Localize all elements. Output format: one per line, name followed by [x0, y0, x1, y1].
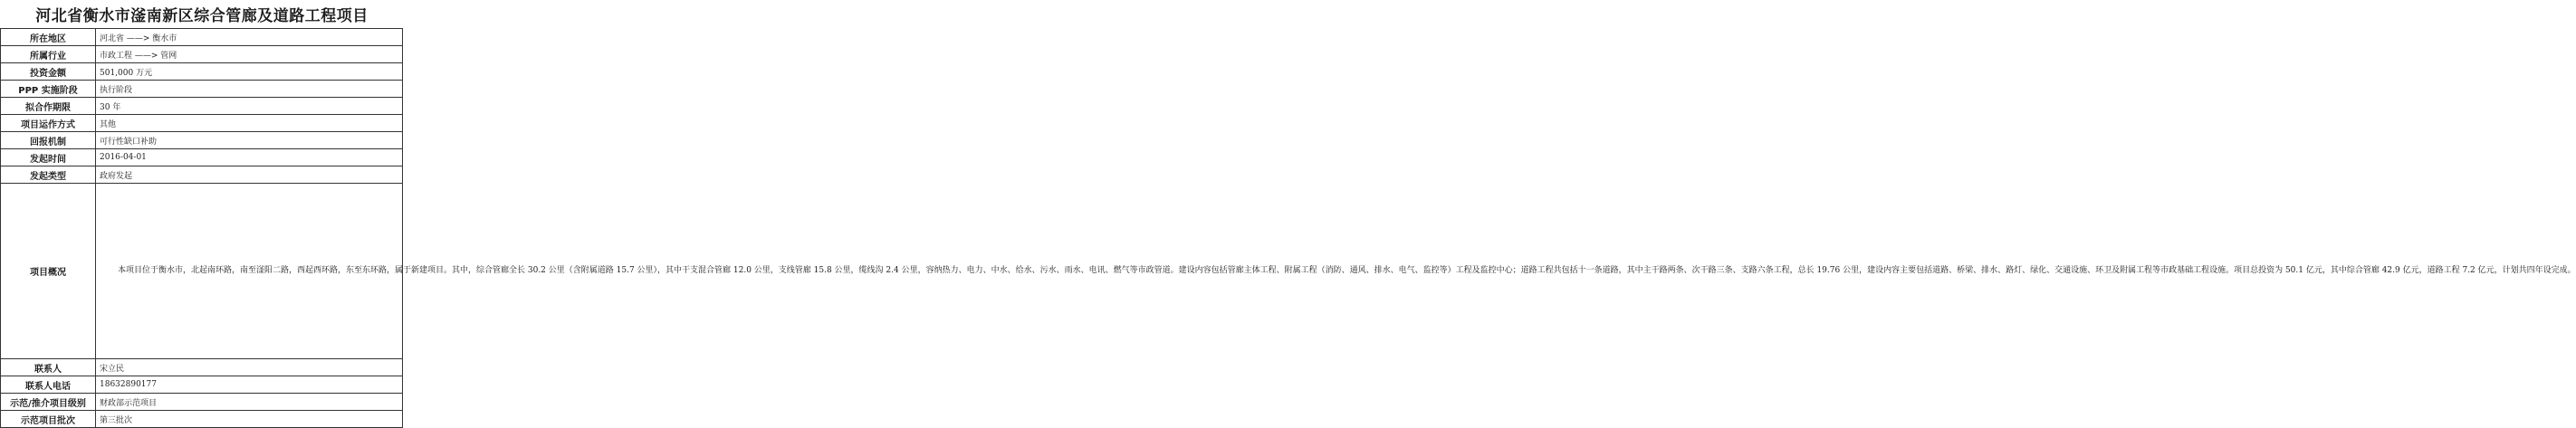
table-row — [1, 166, 403, 184]
project-overview-text: 本项目位于衡水市，北起南环路，南至滏阳二路，西起西环路，东至东环路，属于新建项目。其中，综合管廊全长 30.2 公里（含附属道路 15.7 公里），其中干支混合管廊 12.0 公里，支线管廊 15.8 公里，缆线沟 2.4 公里，容纳热力、电力、中水、给水、污水、雨水、电讯、燃气等市政管道。建设内容包括管廊主体工程、附属工程（消防、通风、排水、电气、监控等）工程及监控中心；道路工程共包括十一条道路，其中主干路两条、次干路三条、支路六条工程，总长 19.76 公里，建设内容主要包括道路、桥梁、排水、路灯、绿化、交通设施、环卫及附属工程等市政基础工程设施。项目总投资为 50.1 亿元，其中综合管廊 42.9 亿元，道路工程 7.2 亿元，计划共四年设完成。 — [96, 184, 403, 359]
row-label: 发起时间 — [1, 149, 96, 166]
table-row — [1, 394, 403, 411]
row-label: 联系人 — [1, 359, 96, 376]
row-label: 项目概况 — [1, 184, 96, 359]
table-row — [1, 149, 403, 166]
row-label: 投资金额 — [1, 63, 96, 81]
page-title: 河北省衡水市滏南新区综合管廊及道路工程项目 — [35, 6, 369, 25]
row-label: 所在地区 — [1, 29, 96, 46]
row-label: 联系人电话 — [1, 376, 96, 394]
table-row-overview — [1, 184, 403, 359]
row-label: 所属行业 — [1, 46, 96, 63]
row-label: 拟合作期限 — [1, 98, 96, 115]
row-value: 第三批次 — [96, 411, 403, 428]
table-row — [1, 359, 403, 376]
row-label: 示范/推介项目级别 — [1, 394, 96, 411]
table-row — [1, 132, 403, 149]
row-value: 2016-04-01 — [96, 149, 403, 166]
row-value: 宋立民 — [96, 359, 403, 376]
row-value: 财政部示范项目 — [96, 394, 403, 411]
row-value: 河北省 ——> 衡水市 — [96, 29, 403, 46]
row-label: 回报机制 — [1, 132, 96, 149]
table-row — [1, 98, 403, 115]
row-value: 18632890177 — [96, 376, 403, 394]
project-info-table — [0, 28, 2576, 428]
table-row — [1, 63, 403, 81]
row-value: 政府发起 — [96, 166, 403, 184]
row-value: 可行性缺口补助 — [96, 132, 403, 149]
table-row — [1, 29, 403, 46]
table-row — [1, 81, 403, 98]
table-row — [1, 376, 403, 394]
row-label: 发起类型 — [1, 166, 96, 184]
row-label: PPP 实施阶段 — [1, 81, 96, 98]
row-label: 示范项目批次 — [1, 411, 96, 428]
row-value: 30 年 — [96, 98, 403, 115]
row-value: 执行阶段 — [96, 81, 403, 98]
row-value: 其他 — [96, 115, 403, 132]
row-value: 市政工程 ——> 管网 — [96, 46, 403, 63]
table-row — [1, 411, 403, 428]
row-value: 501,000 万元 — [96, 63, 403, 81]
table-row — [1, 46, 403, 63]
table-row — [1, 115, 403, 132]
row-label: 项目运作方式 — [1, 115, 96, 132]
